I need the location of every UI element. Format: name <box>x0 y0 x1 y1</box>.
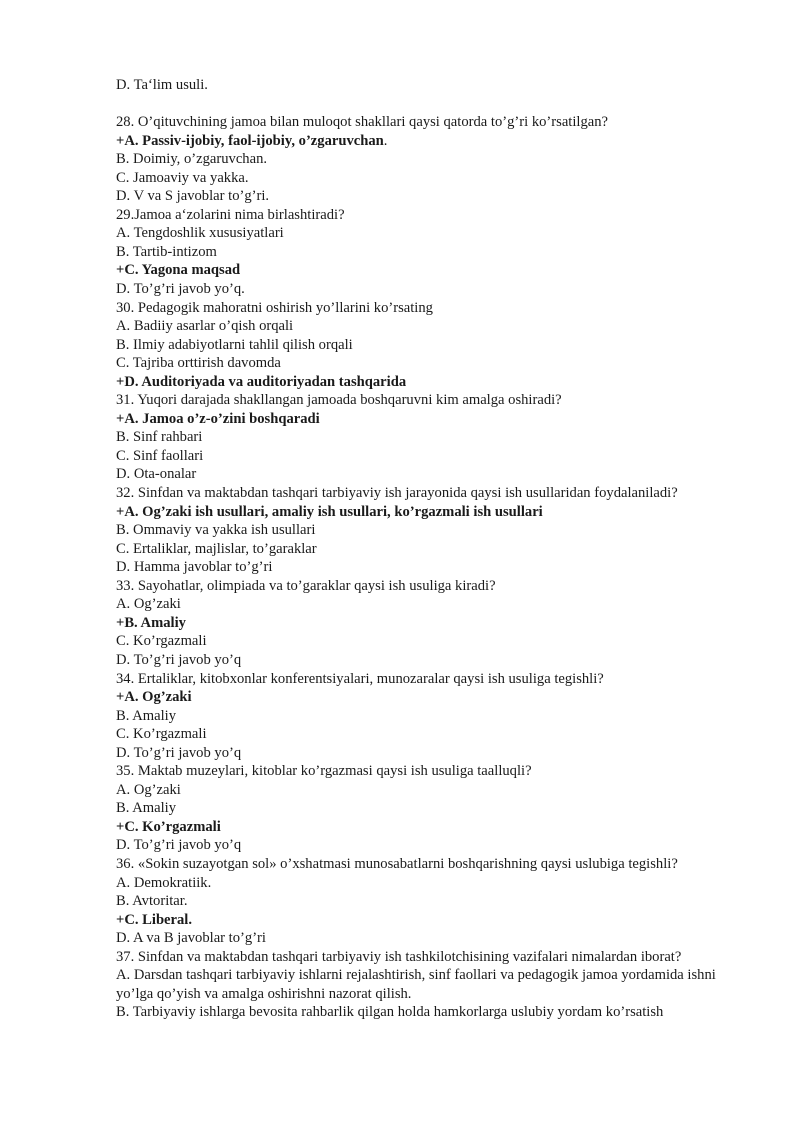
answer-option <box>116 595 756 614</box>
question-text <box>116 484 756 503</box>
question-text <box>116 113 756 132</box>
answer-option <box>116 76 756 95</box>
line-text: A. Badiiy asarlar o’qish orqali <box>116 318 294 335</box>
answer-option <box>116 280 756 299</box>
question-text <box>116 762 756 781</box>
line-text: B. Amaliy <box>116 707 176 724</box>
line-text: 30. Pedagogik mahoratni oshirish yo’llarini ko’rsating <box>116 299 433 316</box>
answer-option <box>116 744 756 763</box>
line-text: 35. Maktab muzeylari, kitoblar ko’rgazmasi qaysi ish usuliga taalluqli? <box>116 763 532 780</box>
line-text: +C. Ko’rgazmali <box>116 818 221 835</box>
answer-option <box>116 224 756 243</box>
line-text: B. Sinf rahbari <box>116 429 203 446</box>
question-text <box>116 299 756 318</box>
document-page <box>116 76 756 1022</box>
question-text <box>116 577 756 596</box>
answer-option <box>116 836 756 855</box>
line-text: B. Tarbiyaviy ishlarga bevosita rahbarlik qilgan holda hamkorlarga uslubiy yordam ko’rsatish <box>116 1004 664 1021</box>
line-text: C. Sinf faollari <box>116 447 204 464</box>
answer-option <box>116 651 756 670</box>
answer-option <box>116 707 756 726</box>
line-text: 34. Ertaliklar, kitobxonlar konferentsiyalari, munozaralar qaysi ish usuliga tegishli? <box>116 670 604 687</box>
question-text <box>116 206 756 225</box>
correct-answer-option <box>116 503 756 522</box>
line-text: D. V va S javoblar to’g’ri. <box>116 188 270 205</box>
answer-option <box>116 1003 756 1022</box>
line-text: A. Tengdoshlik xususiyatlari <box>116 225 284 242</box>
answer-option <box>116 150 756 169</box>
line-text: C. Ko’rgazmali <box>116 633 207 650</box>
line-text: +A. Og’zaki <box>116 689 192 706</box>
question-text <box>116 670 756 689</box>
line-text: C. Jamoaviy va yakka. <box>116 169 249 186</box>
answer-option <box>116 892 756 911</box>
answer-option <box>116 428 756 447</box>
line-text: B. Ommaviy va yakka ish usullari <box>116 522 316 539</box>
answer-option <box>116 540 756 559</box>
answer-option <box>116 521 756 540</box>
answer-option <box>116 966 756 1003</box>
correct-answer-option <box>116 410 756 429</box>
correct-answer-option <box>116 373 756 392</box>
answer-option <box>116 929 756 948</box>
answer-option <box>116 799 756 818</box>
answer-option <box>116 781 756 800</box>
answer-option <box>116 632 756 651</box>
line-text: +D. Auditoriyada va auditoriyadan tashqarida <box>116 373 407 390</box>
correct-answer-option <box>116 614 756 633</box>
line-text: 32. Sinfdan va maktabdan tashqari tarbiyaviy ish jarayonida qaysi ish usullaridan foydalaniladi? <box>116 485 678 502</box>
question-text <box>116 391 756 410</box>
correct-answer-option <box>116 261 756 280</box>
answer-option <box>116 725 756 744</box>
correct-answer-option <box>116 911 756 930</box>
line-text: D. To’g’ri javob yo’q <box>116 837 242 854</box>
line-text: +C. Yagona maqsad <box>116 262 241 279</box>
line-text: A. Demokratiik. <box>116 874 212 891</box>
answer-option <box>116 243 756 262</box>
line-text: A. Og’zaki <box>116 596 181 613</box>
line-text: +A. Og’zaki ish usullari, amaliy ish usullari, ko’rgazmali ish usullari <box>116 503 543 520</box>
line-text: 31. Yuqori darajada shakllangan jamoada boshqaruvni kim amalga oshiradi? <box>116 392 562 409</box>
line-text: B. Avtoritar. <box>116 893 188 910</box>
line-text: 28. O’qituvchining jamoa bilan muloqot shakllari qaysi qatorda to’g’ri ko’rsatilgan? <box>116 114 609 131</box>
answer-option <box>116 465 756 484</box>
answer-option <box>116 317 756 336</box>
line-tail: . <box>383 132 388 149</box>
answer-option <box>116 354 756 373</box>
question-text <box>116 855 756 874</box>
line-text: D. To’g’ri javob yo’q <box>116 744 242 761</box>
line-text: 36. «Sokin suzayotgan sol» o’xshatmasi munosabatlarni boshqarishning qaysi uslubiga tegishli? <box>116 855 678 872</box>
correct-answer-option <box>116 132 756 151</box>
line-text: D. To’g’ri javob yo’q <box>116 651 242 668</box>
line-text: +B. Amaliy <box>116 614 186 631</box>
line-text: D. Ota-onalar <box>116 466 197 483</box>
line-text: C. Tajriba orttirish davomda <box>116 355 281 372</box>
answer-option <box>116 558 756 577</box>
line-text: D. Hamma javoblar to’g’ri <box>116 559 273 576</box>
answer-option <box>116 169 756 188</box>
line-text: A. Og’zaki <box>116 781 181 798</box>
line-text: 33. Sayohatlar, olimpiada va to’garaklar qaysi ish usuliga kiradi? <box>116 577 496 594</box>
line-text: D. A va B javoblar to’g’ri <box>116 930 266 947</box>
answer-option <box>116 187 756 206</box>
line-text: B. Tartib-intizom <box>116 243 217 260</box>
line-text: D. Ta‘lim usuli. <box>116 77 208 93</box>
blank-line <box>116 95 756 114</box>
line-text: C. Ko’rgazmali <box>116 726 207 743</box>
answer-option <box>116 447 756 466</box>
line-text: A. Darsdan tashqari tarbiyaviy ishlarni rejalashtirish, sinf faollari va pedagogik jamoa yordamida ishni yo’lga qo’yish va amalga oshirishni nazorat qilish. <box>116 967 716 1002</box>
line-text: +C. Liberal. <box>116 911 193 928</box>
line-text: 29.Jamoa a‘zolarini nima birlashtiradi? <box>116 206 345 223</box>
line-text: D. To’g’ri javob yo’q. <box>116 281 245 298</box>
line-text: +A. Jamoa o’z-o’zini boshqaradi <box>116 410 320 427</box>
line-text: B. Amaliy <box>116 800 176 817</box>
line-text: C. Ertaliklar, majlislar, to’garaklar <box>116 540 317 557</box>
line-text: B. Doimiy, o’zgaruvchan. <box>116 151 268 168</box>
correct-answer-option <box>116 688 756 707</box>
correct-answer-option <box>116 818 756 837</box>
line-text: B. Ilmiy adabiyotlarni tahlil qilish orqali <box>116 336 353 353</box>
question-text <box>116 948 756 967</box>
answer-option <box>116 336 756 355</box>
line-text: +A. Passiv-ijobiy, faol-ijobiy, o’zgaruvchan <box>116 132 384 149</box>
line-text: 37. Sinfdan va maktabdan tashqari tarbiyaviy ish tashkilotchisining vazifalari nimalardan iborat? <box>116 948 682 965</box>
answer-option <box>116 874 756 893</box>
